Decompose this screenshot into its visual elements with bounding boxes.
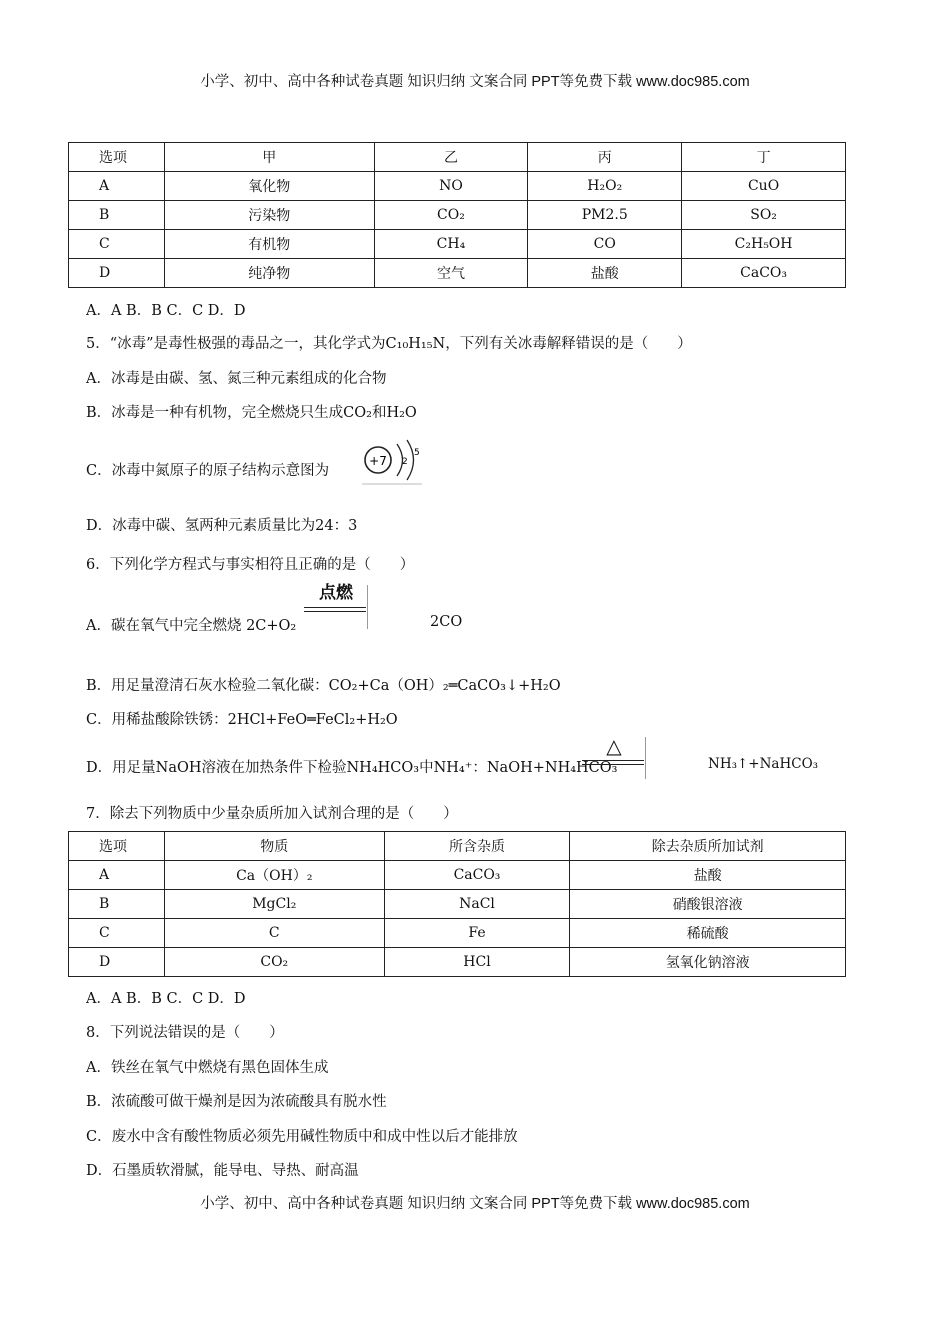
table-header-row: [69, 832, 846, 861]
q5-option-a: A．冰毒是由碳、氢、氮三种元素组成的化合物: [86, 371, 387, 387]
q7-answer-options: A．A B．B C．C D．D: [86, 991, 246, 1007]
q5-option-b: B．冰毒是一种有机物，完全燃烧只生成CO₂和H₂O: [86, 405, 417, 421]
table-cell: 氢氧化钠溶液: [570, 948, 846, 977]
q6-option-a-left: A．碳在氧气中完全燃烧 2C+O₂: [86, 618, 297, 634]
table-cell: D: [69, 948, 165, 977]
table-row: [69, 201, 846, 230]
table-cell: C: [164, 919, 384, 948]
q8-option-b: B．浓硫酸可做干燥剂是因为浓硫酸具有脱水性: [86, 1094, 387, 1110]
q5-stem: 5．“冰毒”是毒性极强的毒品之一，其化学式为C₁₀H₁₅N，下列有关冰毒解释错误的是（ ）: [86, 336, 692, 352]
q5-option-c: C．冰毒中氮原子的原子结构示意图为: [86, 463, 330, 479]
table-row: [69, 172, 846, 201]
header-cell: 选项: [69, 143, 165, 172]
table-cell: CaCO₃: [384, 861, 570, 890]
q7-stem: 7．除去下列物质中少量杂质所加入试剂合理的是（ ）: [86, 806, 458, 822]
table-cell: NaCl: [384, 890, 570, 919]
table-cell: C: [69, 919, 165, 948]
q6-option-d-right: NH₃↑+NaHCO₃: [708, 756, 819, 772]
table-cell: 氧化物: [164, 172, 374, 201]
condition-line-1: [304, 607, 366, 608]
table-row: [69, 230, 846, 259]
table-row: [69, 890, 846, 919]
table-row: [69, 919, 846, 948]
table-cell: CO₂: [374, 201, 528, 230]
table-cell: H₂O₂: [528, 172, 682, 201]
table-cell: A: [69, 861, 165, 890]
table-cell: C₂H₅OH: [682, 230, 846, 259]
table-cell: CaCO₃: [682, 259, 846, 288]
condition-line-1: [582, 760, 644, 761]
q6-option-b: B．用足量澄清石灰水检验二氧化碳：CO₂+Ca（OH）₂═CaCO₃↓+H₂O: [86, 678, 561, 694]
shell-1-count: 2: [402, 457, 408, 467]
header-cell: 丙: [528, 143, 682, 172]
q4-answer-options: A．A B．B C．C D．D: [86, 303, 246, 319]
table-cell: Fe: [384, 919, 570, 948]
reaction-condition-heat: [582, 735, 646, 781]
table-header-row: [69, 143, 846, 172]
header-banner: 小学、初中、高中各种试卷真题 知识归纳 文案合同 PPT等免费下载 www.doc985.com: [200, 74, 750, 90]
table-cell: 空气: [374, 259, 528, 288]
table-cell: 盐酸: [528, 259, 682, 288]
table-row: [69, 259, 846, 288]
condition-edge: [367, 585, 368, 629]
header-cell: 甲: [164, 143, 374, 172]
table-cell: 硝酸银溶液: [570, 890, 846, 919]
reaction-condition-ignite: [304, 583, 368, 631]
electron-shell-2: [407, 440, 414, 480]
table-cell: CO₂: [164, 948, 384, 977]
condition-line-2: [582, 764, 644, 765]
condition-line-2: [304, 611, 366, 612]
condition-edge: [645, 737, 646, 779]
table-cell: SO₂: [682, 201, 846, 230]
shell-2-count: 5: [414, 448, 420, 458]
q8-option-d: D．石墨质软滑腻，能导电、导热、耐高温: [86, 1163, 359, 1179]
table-cell: B: [69, 201, 165, 230]
table-cell: D: [69, 259, 165, 288]
table-cell: 纯净物: [164, 259, 374, 288]
header-cell: 选项: [69, 832, 165, 861]
table-row: [69, 861, 846, 890]
nucleus-charge: +7: [369, 454, 387, 468]
atom-structure-diagram: [360, 438, 424, 486]
header-cell: 丁: [682, 143, 846, 172]
q8-option-c: C．废水中含有酸性物质必须先用碱性物质中和成中性以后才能排放: [86, 1129, 518, 1145]
table-cell: HCl: [384, 948, 570, 977]
q6-stem: 6．下列化学方程式与事实相符且正确的是（ ）: [86, 557, 415, 573]
table-cell: Ca（OH）₂: [164, 861, 384, 890]
ignite-label: 点燃: [319, 583, 353, 603]
heat-label: △: [606, 734, 622, 758]
header-cell: 除去杂质所加试剂: [570, 832, 846, 861]
header-cell: 物质: [164, 832, 384, 861]
table-cell: CO: [528, 230, 682, 259]
header-cell: 所含杂质: [384, 832, 570, 861]
q6-option-a-right: 2CO: [430, 614, 463, 630]
q8-stem: 8．下列说法错误的是（ ）: [86, 1025, 284, 1041]
footer-banner: 小学、初中、高中各种试卷真题 知识归纳 文案合同 PPT等免费下载 www.doc985.com: [200, 1196, 750, 1212]
table-cell: 稀硫酸: [570, 919, 846, 948]
table-cell: PM2.5: [528, 201, 682, 230]
table-cell: NO: [374, 172, 528, 201]
q5-option-d: D．冰毒中碳、氢两种元素质量比为24：3: [86, 518, 358, 534]
table-cell: 污染物: [164, 201, 374, 230]
table-cell: CH₄: [374, 230, 528, 259]
table-row: [69, 948, 846, 977]
table-cell: B: [69, 890, 165, 919]
header-cell: 乙: [374, 143, 528, 172]
classification-table: [68, 142, 846, 288]
impurity-table: [68, 831, 846, 977]
q6-option-c: C．用稀盐酸除铁锈：2HCl+FeO═FeCl₂+H₂O: [86, 712, 398, 728]
table-cell: C: [69, 230, 165, 259]
q6-option-d-left: D．用足量NaOH溶液在加热条件下检验NH₄HCO₃中NH₄⁺：NaOH+NH₄HCO₃: [86, 760, 618, 776]
table-cell: CuO: [682, 172, 846, 201]
q8-option-a: A．铁丝在氧气中燃烧有黑色固体生成: [86, 1060, 329, 1076]
table-cell: MgCl₂: [164, 890, 384, 919]
table-cell: 盐酸: [570, 861, 846, 890]
table-cell: 有机物: [164, 230, 374, 259]
table-cell: A: [69, 172, 165, 201]
